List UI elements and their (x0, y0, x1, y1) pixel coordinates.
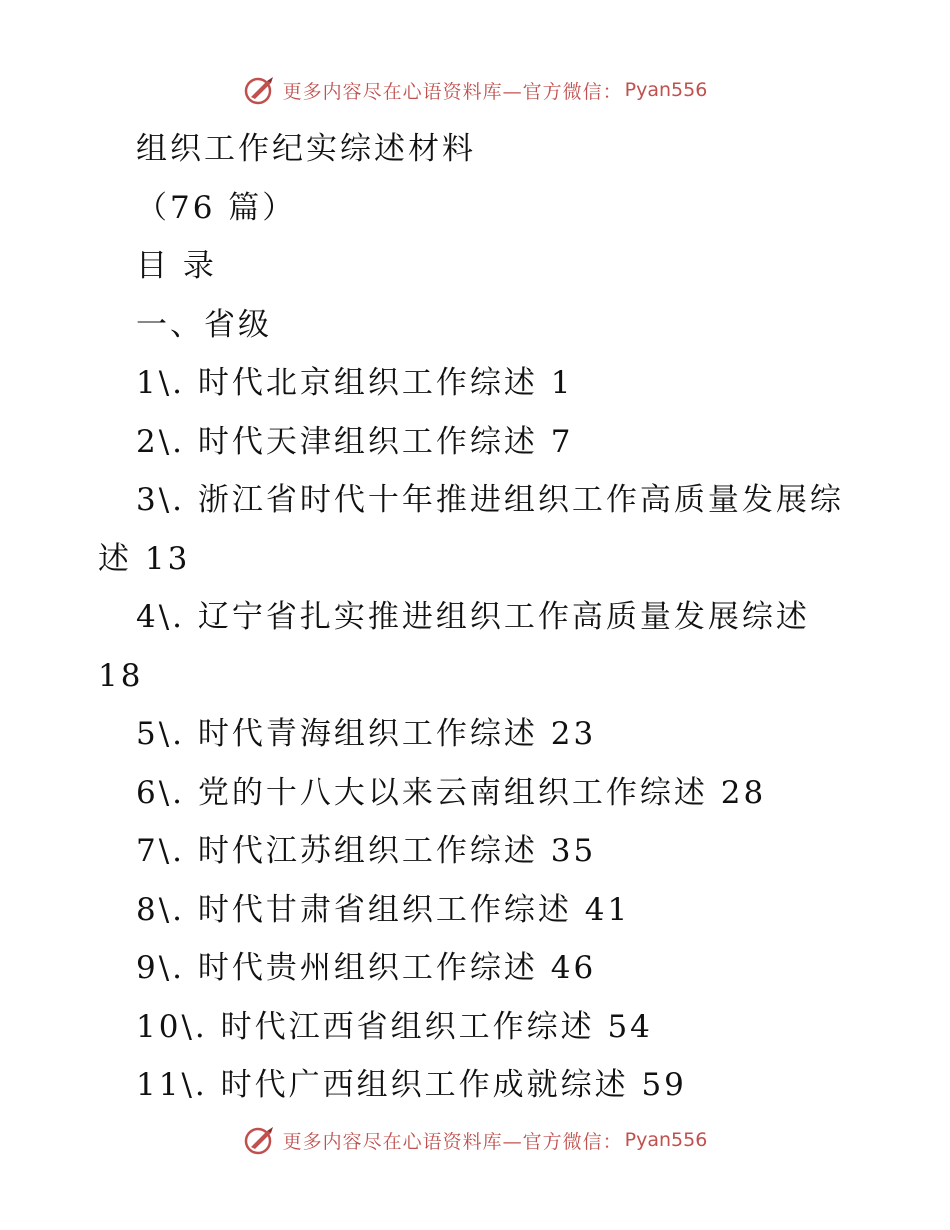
pen-logo-icon (243, 73, 277, 107)
toc-entry: 11\. 时代广西组织工作成就综述 59 (136, 1067, 687, 1103)
pen-logo-icon (243, 1123, 277, 1157)
toc-entry: 3\. 浙江省时代十年推进组织工作高质量发展综 (136, 482, 844, 518)
toc-entry: 5\. 时代青海组织工作综述 23 (136, 716, 597, 752)
toc-entry: 2\. 时代天津组织工作综述 7 (136, 423, 574, 460)
header-banner (0, 70, 950, 110)
toc-heading: 目 录 (136, 248, 217, 284)
toc-entry: 8\. 时代甘肃省组织工作综述 41 (136, 891, 631, 928)
toc-entry: 10\. 时代江西省组织工作综述 54 (136, 1008, 653, 1045)
toc-section-heading: 一、省级 (136, 306, 272, 343)
toc-entry: 6\. 党的十八大以来云南组织工作综述 28 (136, 774, 767, 811)
document-count: （76 篇） (136, 189, 297, 226)
toc-entry: 1\. 时代北京组织工作综述 1 (136, 365, 574, 401)
footer-banner (0, 1120, 950, 1160)
toc-entry: 7\. 时代江苏组织工作综述 35 (136, 833, 597, 869)
document-body (98, 120, 878, 1115)
banner-wechat-id: Pyan556 (624, 79, 708, 101)
toc-entry-continuation: 述 13 (98, 540, 191, 577)
toc-entry-continuation: 18 (98, 657, 144, 694)
banner-wechat-id: Pyan556 (624, 1129, 708, 1151)
document-title: 组织工作纪实综述材料 (136, 131, 476, 167)
banner-text: 更多内容尽在心语资料库—官方微信： (282, 80, 623, 103)
toc-entry: 9\. 时代贵州组织工作综述 46 (136, 950, 597, 986)
toc-entry: 4\. 辽宁省扎实推进组织工作高质量发展综述 (136, 599, 810, 635)
banner-text: 更多内容尽在心语资料库—官方微信： (282, 1130, 623, 1153)
